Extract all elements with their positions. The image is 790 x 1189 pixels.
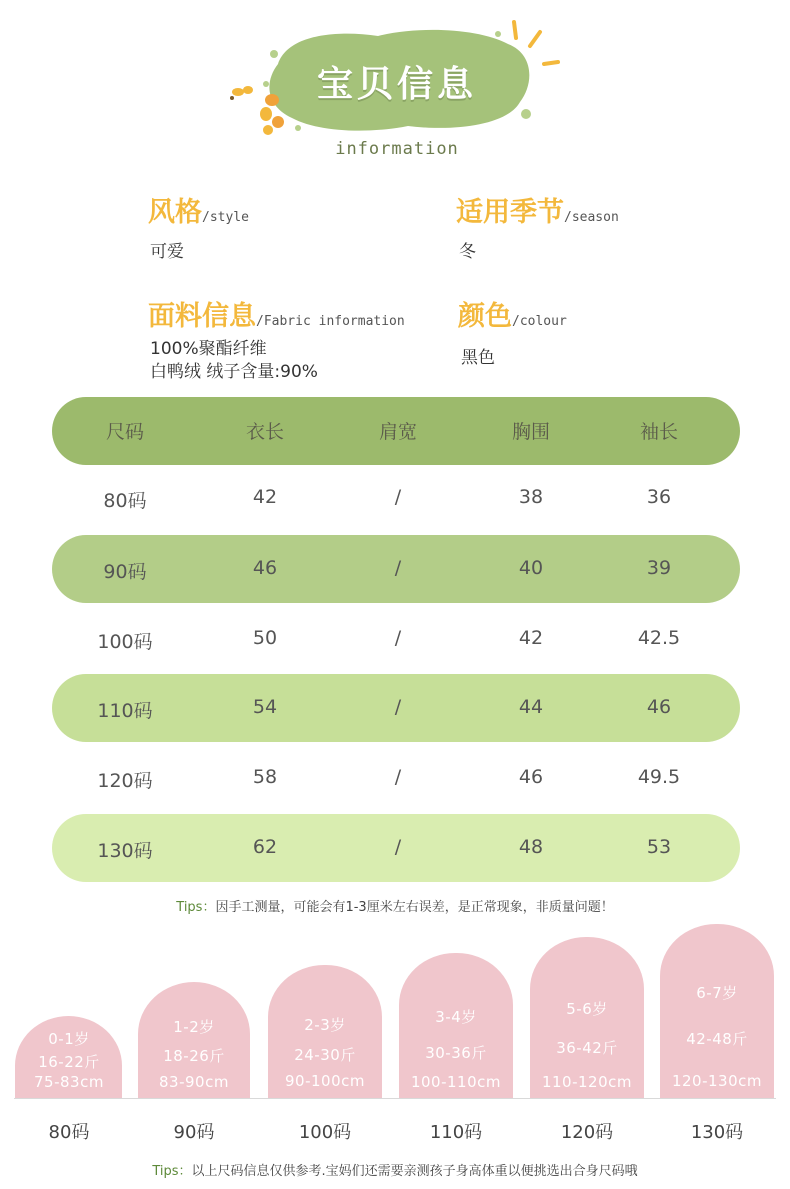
size-height: 75-83cm: [34, 1073, 104, 1091]
colour-value: 黑色: [461, 348, 495, 368]
fabric-value: [150, 338, 318, 384]
cell-size: 130码: [97, 840, 153, 862]
cell-size: 80码: [103, 490, 147, 512]
cell-sleeve: 53: [646, 836, 672, 858]
style-info: [148, 190, 249, 229]
table-row: [52, 605, 740, 673]
size-age: 6-7岁: [696, 984, 738, 1002]
size-reference-tip: [0, 1160, 790, 1179]
header-sleeve: 袖长: [639, 421, 678, 443]
size-weight: 42-48斤: [686, 1030, 748, 1048]
cell-length: 58: [252, 766, 278, 788]
size-weight: 30-36斤: [425, 1044, 487, 1062]
size-label: 80码: [48, 1122, 90, 1143]
header-chest: 胸围: [511, 421, 550, 443]
flower-decoration-icon: [222, 78, 290, 138]
cell-shoulder: /: [394, 627, 402, 649]
cell-shoulder: /: [394, 836, 402, 858]
fabric-label: 面料信息: [148, 301, 256, 332]
size-age: 0-1岁: [48, 1030, 90, 1048]
cell-length: 62: [252, 836, 278, 858]
cell-length: 46: [252, 557, 278, 579]
cell-shoulder: /: [394, 766, 402, 788]
style-label: 风格: [148, 197, 202, 228]
tip-prefix: Tips：: [152, 1164, 192, 1179]
size-label: 130码: [690, 1122, 744, 1143]
size-age: 1-2岁: [173, 1018, 215, 1036]
cell-length: 54: [252, 696, 278, 718]
cell-sleeve: 49.5: [637, 766, 681, 788]
size-height: 90-100cm: [285, 1072, 365, 1090]
season-value: 冬: [459, 242, 476, 262]
size-age: 2-3岁: [304, 1016, 346, 1034]
cell-chest: 48: [518, 836, 544, 858]
size-age: 3-4岁: [435, 1008, 477, 1026]
header-shoulder: 肩宽: [378, 421, 417, 443]
season-eng: /season: [564, 210, 619, 225]
header-size: 尺码: [105, 421, 144, 443]
cell-size: 90码: [103, 561, 147, 583]
size-label: 90码: [173, 1122, 215, 1143]
size-weight: 16-22斤: [38, 1053, 100, 1071]
cell-shoulder: /: [394, 696, 402, 718]
page-subtitle: information: [335, 139, 459, 159]
size-height: 100-110cm: [410, 1073, 502, 1091]
cell-sleeve: 46: [646, 696, 672, 718]
fabric-eng: /Fabric information: [256, 314, 405, 329]
colour-label: 颜色: [458, 301, 512, 332]
cell-chest: 42: [518, 627, 544, 649]
measurement-tip: [0, 896, 790, 915]
size-age: 5-6岁: [566, 1000, 608, 1018]
style-value: 可爱: [150, 242, 184, 262]
cell-size: 100码: [97, 631, 153, 653]
fabric-line-2: 白鸭绒 绒子含量:90%: [150, 362, 318, 382]
season-label: 适用季节: [456, 197, 564, 228]
table-row: [52, 744, 740, 812]
cell-size: 120码: [97, 770, 153, 792]
table-row: [52, 814, 740, 882]
table-header: [52, 397, 740, 465]
tip-prefix: Tips：: [176, 900, 216, 915]
tip-text: 因手工测量，可能会有1-3厘米左右误差，是正常现象，非质量问题！: [215, 900, 614, 915]
size-label: 120码: [560, 1122, 614, 1143]
cell-shoulder: /: [394, 486, 402, 508]
cell-length: 50: [252, 627, 278, 649]
cell-shoulder: /: [394, 557, 402, 579]
size-weight: 18-26斤: [163, 1047, 225, 1065]
size-label: 110码: [429, 1122, 483, 1143]
size-height: 110-120cm: [541, 1073, 633, 1091]
fabric-line-1: 100%聚酯纤维: [150, 339, 267, 359]
size-label: 100码: [298, 1122, 352, 1143]
colour-eng: /colour: [512, 314, 567, 329]
divider: [14, 1098, 776, 1099]
cell-sleeve: 42.5: [637, 627, 681, 649]
season-info: [456, 190, 619, 229]
size-weight: 24-30斤: [294, 1046, 356, 1064]
cell-chest: 44: [518, 696, 544, 718]
style-eng: /style: [202, 210, 249, 225]
cell-length: 42: [252, 486, 278, 508]
cell-chest: 38: [518, 486, 544, 508]
cell-chest: 46: [518, 766, 544, 788]
tip-text: 以上尺码信息仅供参考.宝妈们还需要亲测孩子身高体重以便挑选出合身尺码哦: [191, 1164, 638, 1179]
sparkle-decoration-icon: [500, 18, 560, 78]
table-row: [52, 674, 740, 742]
colour-info: [458, 294, 567, 333]
cell-sleeve: 36: [646, 486, 672, 508]
cell-size: 110码: [97, 700, 153, 722]
table-row: [52, 535, 740, 603]
table-row: [52, 464, 740, 532]
size-weight: 36-42斤: [556, 1039, 618, 1057]
size-height: 120-130cm: [671, 1072, 763, 1090]
page-title: 宝贝信息: [316, 64, 477, 105]
fabric-info: [148, 294, 405, 333]
header-length: 衣长: [245, 421, 284, 443]
cell-sleeve: 39: [646, 557, 672, 579]
cell-chest: 40: [518, 557, 544, 579]
size-height: 83-90cm: [159, 1073, 229, 1091]
